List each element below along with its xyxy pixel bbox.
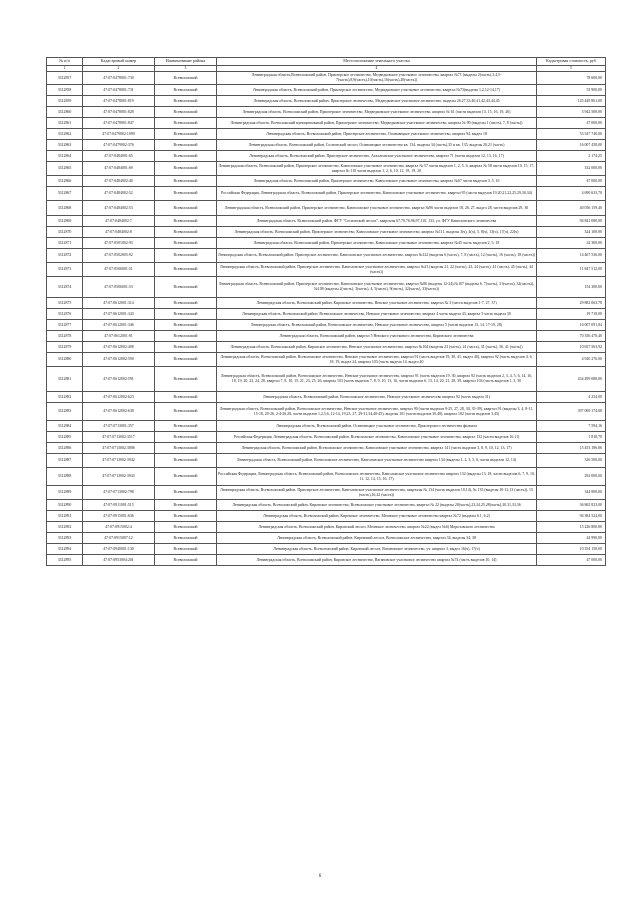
row-number: 3312888 [47, 468, 83, 486]
district-name: Всеволожский [155, 500, 217, 511]
cadastral-value: 397 069 174,68 [537, 403, 606, 421]
location-text: Ленинградская область, Всеволожский район, Приозерское лесничество, Осиновецкое участковое лесничество, квартал 94, выдел 18 [217, 129, 537, 140]
cadastral-value: 53 900,00 [537, 85, 606, 96]
row-number: 3312891 [47, 511, 83, 522]
location-text: Ленинградская область, Всеволожский район, Приозерское лесничество, Кавголовское участковое лесничество, квартал №45 часть выделов 2, 5, 18 [217, 238, 537, 249]
cadastral-value: 434 499 088,00 [537, 367, 606, 392]
cadastral-value: 326 500,00 [537, 454, 606, 468]
cadastral-number: 47:07:0478001:819 [83, 96, 155, 107]
table-row [47, 140, 606, 151]
cadastral-number: 47:07:0713002:3942 [83, 454, 155, 468]
row-number: 3312871 [47, 238, 83, 249]
row-number: 3312880 [47, 353, 83, 367]
cadastral-value: 36 865 823,00 [537, 500, 606, 511]
district-name: Всеволожский [155, 72, 217, 85]
cadastral-number: 47:07:0484002:40 [83, 176, 155, 187]
location-text: Ленинградская область, Всеволожский район, квартал 5 Невского участкового лесничества, Кировского лесничества [217, 331, 537, 342]
table-row [47, 309, 606, 320]
cadastral-number: 47:07:0713002:3943 [83, 468, 155, 486]
district-name: Всеволожский [155, 151, 217, 162]
cadastral-number: 47:07:0612002:623 [83, 392, 155, 403]
cadastral-number: 47:07:0612002:591 [83, 367, 155, 392]
district-name: Всеволожский [155, 176, 217, 187]
district-name: Всеволожский [155, 96, 217, 107]
location-text: Российская Федерация, Ленинградская область, Всеволожский район, Всеволожское лесничество, Кавголовское участковое лесничество квартал 132 (выделы 13, 18, части выделов 6, 7, 9, 10, 11, 12, 14, 15, 16, 17) [217, 468, 537, 486]
location-text: Ленинградская область, Всеволожский район, Всеволожское лесничество, Кавголовское участковое лесничество, квартал 141 (часть выделов 3, 8, 9, 10, 12, 13, 17) [217, 443, 537, 454]
row-number: 3312877 [47, 320, 83, 331]
cadastral-value: 47 000,00 [537, 176, 606, 187]
table-row [47, 227, 606, 238]
column-number: 1 [47, 66, 83, 72]
location-text: Ленинградская область, Всеволожский район, Приозерское лесничество, Медведковское участковое лесничество, выделы 26,27,33,40,41,42,43,44,45 [217, 96, 537, 107]
district-name: Всеволожский [155, 118, 217, 129]
location-text: Ленинградская область, Всеволожский район, Осиновецкое участковое лесничество, Приозерского лесничества филиала [217, 421, 537, 432]
row-number: 3312862 [47, 129, 83, 140]
cadastral-value: 10 657 563,92 [537, 342, 606, 353]
row-number: 3312873 [47, 263, 83, 277]
cadastral-number: 47:07:0612002:408 [83, 342, 155, 353]
header-district: Наименование района [155, 58, 217, 66]
row-number: 3312885 [47, 432, 83, 443]
cadastral-number: 47:07:0612001:346 [83, 320, 155, 331]
cadastral-number: 47:07:0915002:4 [83, 522, 155, 533]
cadastral-number: 47:07:0478001:730 [83, 72, 155, 85]
table-row [47, 201, 606, 216]
table-row [47, 176, 606, 187]
table-row [47, 96, 606, 107]
table-row [47, 187, 606, 201]
cadastral-value: 14 467 536,00 [537, 249, 606, 263]
location-text: Ленинградская область, Всеволожский район, ФГУ "Сосновский лесхоз", кварталы 67,70,76,96,97,110, 133, уч. ФГУ Кавголовского лесничества [217, 216, 537, 227]
location-text: Ленинградская область, Всеволожский район, Кировское лесничество, Мгинское участковое лесничество квартал №72 (выделы 6.1, 6.2) [217, 511, 537, 522]
location-text: Ленинградская область, Всеволожский район, Всеволожское лесничество, Невское участковое лесничество, квартал 4 часть выдела 43, квартал 5 часть выдела 30 [217, 309, 537, 320]
table-row [47, 454, 606, 468]
cadastral-number: 47:07:0612001:343 [83, 309, 155, 320]
table-row [47, 421, 606, 432]
table-row [47, 118, 606, 129]
location-text: Ленинградская область, Всеволожский район, Приозерское лесничество, Медведковское участковое лесничество, квартал № 61 (части выделов 13, 15, 16, 19, 26) [217, 107, 537, 118]
row-number: 3312892 [47, 522, 83, 533]
cadastral-value: 78 600,00 [537, 72, 606, 85]
cadastral-value: 53 547 740,00 [537, 129, 606, 140]
location-text: Ленинградская область, Всеволожский район, Приозерское лесничество, Кавголовское участковое лесничество, квартал №67 части выделов 3, 5, 16 [217, 176, 537, 187]
cadastral-value: 3 942 500,00 [537, 107, 606, 118]
district-name: Всеволожский [155, 249, 217, 263]
district-name: Всеволожский [155, 162, 217, 176]
location-text: Российская Федерация, Ленинградская область, Всеволожский район, Всеволожское лесничество, Кавголовское участковое лесничество, квартал 132 (части выделов 16,11) [217, 432, 537, 443]
row-number: 3312879 [47, 342, 83, 353]
table-row [47, 72, 606, 85]
location-text: Ленинградская область, Всеволожский район, Кировское лесничество, Вагановское участковое лесничество квартал №74 (часть выделов 10, 14) [217, 555, 537, 566]
row-number: 3312882 [47, 392, 83, 403]
table-row [47, 555, 606, 566]
table-row [47, 443, 606, 454]
district-name: Всеволожский [155, 277, 217, 298]
cadastral-number: 47:07:0484001:69 [83, 162, 155, 176]
cadastral-number: 47:07:0713002:3517 [83, 432, 155, 443]
table-row [47, 500, 606, 511]
row-number: 3312887 [47, 454, 83, 468]
location-text: Ленинградская область, Всеволожский район, Приозерское лесничество, Медведковское участковое лесничество, квартал №73(выделы 1,2,12-14,17) [217, 85, 537, 96]
table-row [47, 249, 606, 263]
district-name: Всеволожский [155, 522, 217, 533]
table-row [47, 403, 606, 421]
location-text: Ленинградская область, Всеволожский район, Приозерское лесничество, Кавголовское участковое лесничество, квартал №111, выделы 3(ч), 4(ч), 5, 8(ч), 13(ч), 17(ч), 22(ч) [217, 227, 537, 238]
district-name: Всеволожский [155, 443, 217, 454]
district-name: Всеволожский [155, 432, 217, 443]
row-number: 3312875 [47, 298, 83, 309]
cadastral-value: 94 841 080,00 [537, 216, 606, 227]
district-name: Всеволожский [155, 85, 217, 96]
row-number: 3312878 [47, 331, 83, 342]
row-number: 3312895 [47, 555, 83, 566]
location-text: Ленинградская область, Всеволожский район, Кировский лесхоз, Вагановское лесничество, уч. квартал 3, выдел 16(ч), 17(ч) [217, 544, 537, 555]
table-row [47, 432, 606, 443]
location-text: Ленинградская область, Всеволожский район, Приозерское лесничество, Кавголовское участковое лесничество, квартал №86 (выделы 12-24),№107 (выделы 6, 7(часть), 31(часть), 32(часть)),№108 (выделы 2(часть), 3(часть), 4, 5(часть), 9(часть), 32(часть), 33(часть)) [217, 277, 537, 298]
location-text: Ленинградская область,Всеволожский район, Приозерское лесничество, Медведковское участковое лесничество, квартал №71 (выделы 2(часть),3,4,5-7(часть),8,9(часть),10(часть),16(часть),20(часть)) [217, 72, 537, 85]
row-number: 3312870 [47, 227, 83, 238]
location-text: Российская Федерация, Ленинградская область, Всеволожский район, Приозерское лесничество, Кавголовское участковое лесничество, квартал 95 (части выделов 19,20,21,22,25,29,30,34) [217, 187, 537, 201]
cadastral-value: 332 000,00 [537, 162, 606, 176]
location-text: Ленинградская область, Всеволожский район, Всеволожское лесничество, Невское участковое лесничество, квартал 5 (части выделов 13, 14, 17-19, 28) [217, 320, 537, 331]
cadastral-value: 324 100,00 [537, 227, 606, 238]
table-row [47, 468, 606, 486]
row-number: 3312857 [47, 72, 83, 85]
cadastral-value: 29 882 063,78 [537, 298, 606, 309]
district-name: Всеволожский [155, 454, 217, 468]
district-name: Всеволожский [155, 403, 217, 421]
row-number: 3312883 [47, 403, 83, 421]
table-header-row [47, 58, 606, 66]
row-number: 3312872 [47, 249, 83, 263]
location-text: Ленинградская область, Всеволожский район, Приозерское лесничество, Агалатовское участковое лесничество, квартал 71 (части выделов 12, 13, 16, 17) [217, 151, 537, 162]
location-text: Ленинградская область, Всеволожский район, Приозерское лесничество, Кавголовское участковое лесничество, квартал №23 (выделы 21, 22 (часть), 23, 24 (часть), 41 (часть), 45 (часть), 44 (часть)) [217, 263, 537, 277]
district-name: Всеволожский [155, 342, 217, 353]
cadastral-value: 344 800,00 [537, 486, 606, 500]
district-name: Всеволожский [155, 238, 217, 249]
cadastral-value: 47 000,00 [537, 555, 606, 566]
location-text: Ленинградская область, Всеволожский район, Всеволожское лесничество, Невское участковое лесничество, квартал 91 (часть выделов 19, 30, квартал 92 (часть выделов 2, 3, 4, 5, 6, 14, 16, 18, 19, 20, 22, 24, 28, квартал 7, 8, 10, 15, 21, 23, 25, 26, квартал 103 (часть выделов 7, 8, 9, 10, 13, 16, части выделов 6, 13, 14, 20, 21, 28, 39, квартал 104 (часть выделов 1, 3, 30 [217, 367, 537, 392]
row-number: 3312881 [47, 367, 83, 392]
row-number: 3312886 [47, 443, 83, 454]
table-row [47, 162, 606, 176]
page-number: 6 [318, 874, 322, 879]
row-number: 3312863 [47, 140, 83, 151]
district-name: Всеволожский [155, 392, 217, 403]
location-text: Ленинградская область, Всеволожский муниципальный район, Приозерское лесничество, Медведковское участковое лесничество, квартал № 90 (выделы 1 (часть), 7, 8 (часть)) [217, 118, 537, 129]
cadastral-number: 47:07:0940001:130 [83, 544, 155, 555]
cadastral-number: 47:07:0713001:357 [83, 421, 155, 432]
cadastral-number: 47:07:0612001:91 [83, 331, 155, 342]
cadastral-number: 47:07:0506001:51 [83, 263, 155, 277]
table-row [47, 238, 606, 249]
row-number: 3312868 [47, 201, 83, 216]
header-cadastral-number: Кадастровый номер [83, 58, 155, 66]
table-row [47, 277, 606, 298]
cadastral-number: 47:07:0713002:3806 [83, 443, 155, 454]
table-row [47, 320, 606, 331]
column-number: 4 [217, 66, 537, 72]
table-row [47, 533, 606, 544]
cadastral-value: 154 300,00 [537, 277, 606, 298]
district-name: Всеволожский [155, 367, 217, 392]
cadastral-number: 47:07:0713002:798 [83, 486, 155, 500]
district-name: Всеволожский [155, 468, 217, 486]
cadastral-value: 44 990,00 [537, 533, 606, 544]
cadastral-value: 15 453 186,06 [537, 443, 606, 454]
district-name: Всеволожский [155, 201, 217, 216]
cadastral-value: 70 356 470,40 [537, 331, 606, 342]
row-number: 3312874 [47, 277, 83, 298]
location-text: Ленинградская область, Всеволожский район, Кировское лесничество, Всеволожское участковое лесничество, квартал № 22 (выделы 20(часть),23,24,25,28(часть),30,31,33,36 [217, 500, 537, 511]
location-text: Ленинградская область, Всеволожский район, Приозерское лесничество, Кавголовское участковое лесничество, квартал № 57 части выделов 1, 2, 5, 6, квартал № 58 части выделов 10, 15, 17, квартал № 110 части выделов 1, 2, 6, 10, 12, 18, 19, 20 [217, 162, 537, 176]
cadastral-number: 47:07:0479002:376 [83, 140, 155, 151]
cadastral-value: 7 594,16 [537, 421, 606, 432]
cadastral-value: 15 226 800,00 [537, 522, 606, 533]
district-name: Всеволожский [155, 263, 217, 277]
district-name: Всеволожский [155, 129, 217, 140]
cadastral-value: 11 847 512,00 [537, 263, 606, 277]
cadastral-value: 1 818,70 [537, 432, 606, 443]
district-name: Всеволожский [155, 107, 217, 118]
table-row [47, 298, 606, 309]
table-row [47, 544, 606, 555]
row-number: 3312861 [47, 118, 83, 129]
table-row [47, 85, 606, 96]
cadastral-number: 47:07:0915007:12 [83, 533, 155, 544]
district-name: Всеволожский [155, 227, 217, 238]
column-number: 3 [155, 66, 217, 72]
column-number: 5 [537, 66, 606, 72]
cadastral-number: 47:07:0484001:65 [83, 151, 155, 162]
cadastral-value: 19 718,00 [537, 309, 606, 320]
cadastral-value: 32 300,00 [537, 238, 606, 249]
table-row [47, 353, 606, 367]
row-number: 3312890 [47, 500, 83, 511]
cadastral-number: 47:07:0915001:636 [83, 511, 155, 522]
cadastral-value: 10 354 150,00 [537, 544, 606, 555]
location-text: Ленинградская область, Всеволожский район, Кировский лесхоз, Всеволожское лесничество, квартал 34, выделы 34, 38 [217, 533, 537, 544]
district-name: Всеволожский [155, 216, 217, 227]
cadastral-value: 94 384 524,00 [537, 511, 606, 522]
location-text: Ленинградская область, Всеволожский район, Всеволожское лесничество, Кавголовское участковое лесничество квартал 134 (выделы 1, 2, 3, 5, 6, части выделов 12, 14) [217, 454, 537, 468]
location-text: Ленинградская область, Всеволожский район, Всеволожское лесничество, Невское участковое лесничество, квартал 91 (часть выделов 19, 30, 41, выдел 40), квартал 92 (часть выделов 4, 6, 18, 19, выдел 24, квартал 103 (часть выдела 14, выдел 40 [217, 353, 537, 367]
cadastral-number: 47:07:0506001:53 [83, 277, 155, 298]
cadastral-number: 47:07:0478001:847 [83, 118, 155, 129]
cadastral-value: 145 449 861,00 [537, 96, 606, 107]
table-row [47, 511, 606, 522]
table-row [47, 263, 606, 277]
table-row [47, 342, 606, 353]
cadastral-value: 16 007 458,00 [537, 140, 606, 151]
cadastral-value: 4 690 633,70 [537, 187, 606, 201]
cadastral-number: 47:07:0612002:590 [83, 353, 155, 367]
cadastral-value: 4 920 276,00 [537, 353, 606, 367]
district-name: Всеволожский [155, 331, 217, 342]
row-number: 3312865 [47, 162, 83, 176]
row-number: 3312867 [47, 187, 83, 201]
cadastral-number: 47:07:0478001:828 [83, 107, 155, 118]
location-text: Ленинградская область, Всеволожский район, Сосновский лесхоз, Осиновецкое лесничество кв. 134, выделы 34 (часть),35 и кв. 135, выделы 20,21 (часть) [217, 140, 537, 151]
location-text: Ленинградская область, Всеволожский район, Всеволожское лесничество, Невское участковое лесничество квартал 92 (часть выдела 31) [217, 392, 537, 403]
row-number: 3312869 [47, 216, 83, 227]
row-number: 3312893 [47, 533, 83, 544]
cadastral-value: 4 254,00 [537, 392, 606, 403]
location-text: Ленинградская область, Всеволожский район, Приозерское лесничество, Кавголовское участковое лесничество, квартал №122 (выделы 6 (часть), 7, 8 (часть), 12 (часть), 16 (часть), 18 (часть)) [217, 249, 537, 263]
location-text: Ленинградская область, Всеволожский район, Всеволожское лесничество, Невское участковое лесничество, квартал 90 (части выделов 9-25, 27, 28, 30, 35-39), квартал 91 (выделы 3, 4, 8-11, 15-18, 20-26, 2-4-26,28, части выделов 1,2,5,6, 12-14, 19,23, 27, 29-31,34,40-45), выделы 101 (части выделов 30,48), квартал 102 (части выделов 3,45) [217, 403, 537, 421]
cadastral-number: 47:07:0953004:201 [83, 555, 155, 566]
table-row [47, 392, 606, 403]
cadastral-value: 40 056 159,40 [537, 201, 606, 216]
district-name: Всеволожский [155, 187, 217, 201]
cadastral-number: 47:07:0484002:53 [83, 201, 155, 216]
cadastral-number: 47:07:0478001:731 [83, 85, 155, 96]
district-name: Всеволожский [155, 533, 217, 544]
district-name: Всеволожский [155, 486, 217, 500]
district-name: Всеволожский [155, 555, 217, 566]
row-number: 3312894 [47, 544, 83, 555]
table-row [47, 129, 606, 140]
cadastral-number: 47:07:0612001:314 [83, 298, 155, 309]
cadastral-value: 2 174,25 [537, 151, 606, 162]
district-name: Всеволожский [155, 421, 217, 432]
table-row [47, 522, 606, 533]
cadastral-number: 47:07:0479002:1090 [83, 129, 155, 140]
cadastral-number: 47:07:0502005:92 [83, 249, 155, 263]
table-row [47, 367, 606, 392]
row-number: 3312864 [47, 151, 83, 162]
header-cadastral-value: Кадастровая стоимость, руб [537, 58, 606, 66]
district-name: Всеволожский [155, 298, 217, 309]
cadastral-number: 47:07:0612002:638 [83, 403, 155, 421]
table-row [47, 151, 606, 162]
location-text: Ленинградская область, Всеволожский район, Приозерское лесничество, Кавголовское участковое лесничество, квартал №96 части выделов 18, 26, 27, выдел 28, части выделов 29, 30 [217, 201, 537, 216]
cadastral-number: 47:07:0484002:7 [83, 216, 155, 227]
location-text: Ленинградская область, Всеволожский район, Кировский лесхоз, Мгинское лесничество, квартал №22 (выдел №6) Морозовского лесничества [217, 522, 537, 533]
row-number: 3312860 [47, 107, 83, 118]
district-name: Всеволожский [155, 320, 217, 331]
table-row [47, 331, 606, 342]
cadastral-number: 47:07:0484002:52 [83, 187, 155, 201]
district-name: Всеволожский [155, 140, 217, 151]
district-name: Всеволожский [155, 511, 217, 522]
cadastral-number: 47:07:0501002:93 [83, 238, 155, 249]
district-name: Всеволожский [155, 309, 217, 320]
column-number: 2 [83, 66, 155, 72]
district-name: Всеволожский [155, 544, 217, 555]
cadastral-number: 47:07:0484002:8 [83, 227, 155, 238]
header-location: Местоположение земельного участка [217, 58, 537, 66]
district-name: Всеволожский [155, 353, 217, 367]
row-number: 3312884 [47, 421, 83, 432]
location-text: Ленинградская область, Всеволожский район, Кировское лесничество, Невское участковое лесничество, квартал № 3 (части выделов 1-7, 27, 37) [217, 298, 537, 309]
location-text: Ленинградская область, Всеволожский район, Приозерское лесничество, Кавголовское участковое лесничество, кварталы № 134 (часть выделов 10,14), № 135 (выделы 10-12,13 (часть)), 15 (часть),16,22 (часть)) [217, 486, 537, 500]
cadastral-value: 292 000,00 [537, 468, 606, 486]
row-number: 3312858 [47, 85, 83, 96]
table-row [47, 216, 606, 227]
row-number: 3312859 [47, 96, 83, 107]
row-number: 3312889 [47, 486, 83, 500]
header-num: № п/п [47, 58, 83, 66]
cadastral-number: 47:07:0911001:515 [83, 500, 155, 511]
location-text: Ленинградская область, Всеволожский район, Кировское лесничество, Невское участковое лесничество, квартал №164 (выделы 23 (часть), 24 (часть), 31 (часть), 36, 41 (часть)) [217, 342, 537, 353]
cadastral-value-table [46, 57, 605, 566]
table-row [47, 107, 606, 118]
cadastral-value: 47 000,00 [537, 118, 606, 129]
row-number: 3312866 [47, 176, 83, 187]
table-row [47, 486, 606, 500]
row-number: 3312876 [47, 309, 83, 320]
cadastral-value: 16 007 091,84 [537, 320, 606, 331]
